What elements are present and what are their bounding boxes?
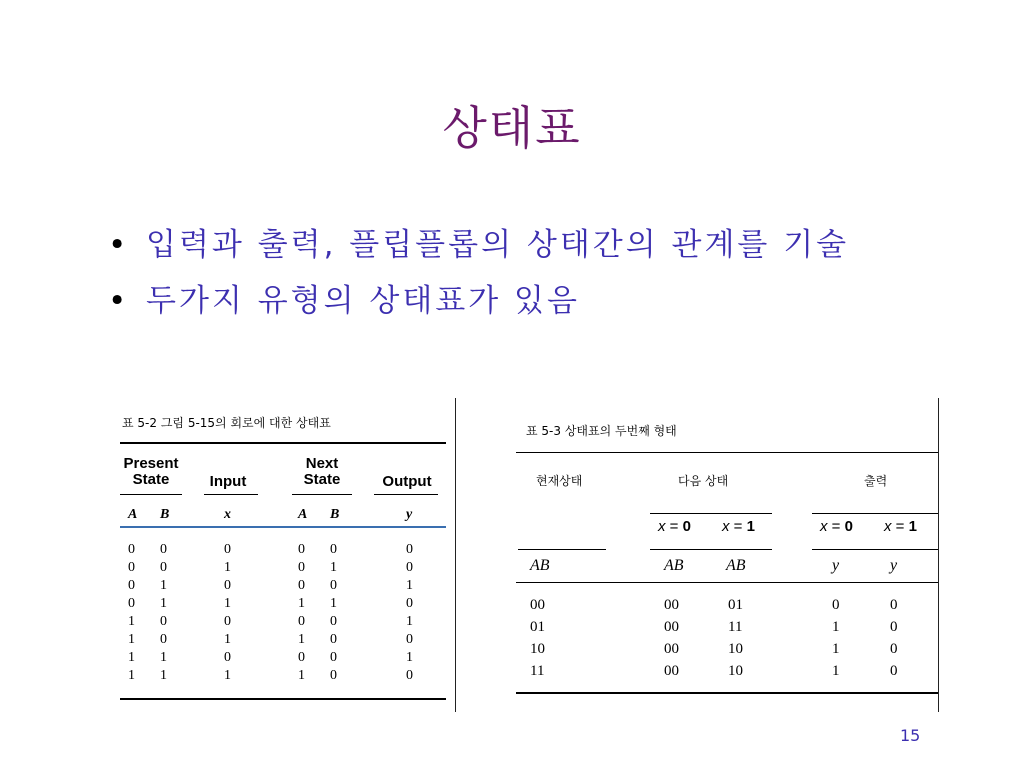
cell-y: 0	[406, 596, 413, 611]
eq-val: 0	[844, 518, 853, 535]
cell-next-0: 00	[664, 619, 679, 635]
cell-a: 1	[128, 668, 135, 683]
cell-next-a: 0	[298, 650, 305, 665]
cell-y: 1	[406, 650, 413, 665]
cell-next-b: 0	[330, 650, 337, 665]
cell-y: 0	[406, 560, 413, 575]
bullet-icon: •	[108, 227, 130, 263]
table-rule	[516, 582, 938, 583]
bullet-item	[108, 278, 948, 324]
header-text: State	[132, 471, 170, 488]
cell-next-1: 11	[728, 619, 743, 635]
page-number: 15	[900, 726, 921, 745]
cell-y-1: 0	[890, 663, 898, 679]
state-table-2	[516, 422, 940, 710]
cell-a: 0	[128, 578, 135, 593]
header-input: Input	[209, 473, 247, 490]
cell-x: 0	[224, 578, 231, 593]
cell-next-0: 00	[664, 641, 679, 657]
cell-next-0: 00	[664, 597, 679, 613]
header-text: Present	[123, 455, 179, 472]
cell-next-a: 0	[298, 560, 305, 575]
cell-a: 1	[128, 632, 135, 647]
eq-sym: =	[665, 518, 683, 535]
cell-b: 0	[160, 560, 167, 575]
table-bottom-rule	[516, 692, 938, 694]
bullet-text: 입력과 출력, 플립플롭의 상태간의 관계를 기술	[146, 227, 850, 263]
cell-next-a: 1	[298, 668, 305, 683]
eq-val: 1	[746, 518, 755, 535]
eq-val: 1	[908, 518, 917, 535]
table-bottom-rule	[120, 698, 446, 700]
cell-b: 0	[160, 632, 167, 647]
header-output: Output	[382, 473, 432, 490]
cell-next-1: 10	[728, 663, 743, 679]
bullet-icon: •	[108, 283, 130, 319]
eq-val: 0	[682, 518, 691, 535]
subheader-y-1: y	[890, 557, 898, 574]
cell-y-1: 0	[890, 619, 898, 635]
subheader-a: A	[128, 507, 138, 522]
eq-sym: =	[729, 518, 747, 535]
cell-y-0: 1	[832, 641, 840, 657]
cell-y-0: 0	[832, 597, 840, 613]
cell-next-b: 0	[330, 632, 337, 647]
cell-a: 0	[128, 560, 135, 575]
blue-rule	[120, 526, 446, 528]
cell-b: 1	[160, 596, 167, 611]
cell-next-b: 1	[330, 596, 337, 611]
cell-next-a: 0	[298, 614, 305, 629]
cell-next-b: 0	[330, 668, 337, 683]
cell-next-b: 0	[330, 614, 337, 629]
slide-title: 상태표	[442, 101, 582, 155]
cell-b: 1	[160, 650, 167, 665]
cell-present: 01	[530, 619, 545, 635]
cell-next-1: 01	[728, 597, 743, 613]
subheader-x: x	[224, 507, 231, 522]
eq-sym: =	[891, 518, 909, 535]
state-table-1	[120, 414, 446, 710]
cell-y-0: 1	[832, 619, 840, 635]
cell-next-1: 10	[728, 641, 743, 657]
subheader-y-0: y	[832, 557, 840, 574]
header-underline	[374, 494, 438, 495]
cell-next-a: 0	[298, 542, 305, 557]
header-present-state: 현재상태	[536, 474, 583, 488]
bullet-item	[108, 222, 948, 268]
subheader-next-a: A	[298, 507, 308, 522]
header-text: Next	[305, 455, 339, 472]
cell-x: 1	[224, 668, 231, 683]
cell-b: 1	[160, 578, 167, 593]
table-rule	[516, 452, 938, 453]
eq-var: x	[722, 518, 730, 535]
cell-next-0: 00	[664, 663, 679, 679]
cell-x: 0	[224, 650, 231, 665]
eq-sym: =	[827, 518, 845, 535]
header-underline	[120, 494, 182, 495]
divider-line	[455, 398, 456, 712]
eq-var: x	[884, 518, 892, 535]
cell-y: 0	[406, 668, 413, 683]
header-text: State	[303, 471, 341, 488]
header-next-state	[292, 456, 352, 488]
cell-a: 0	[128, 542, 135, 557]
cell-next-a: 1	[298, 632, 305, 647]
cell-a: 0	[128, 596, 135, 611]
cell-next-b: 0	[330, 578, 337, 593]
header-present-state	[120, 456, 182, 488]
header-underline	[650, 549, 772, 550]
cell-next-b: 0	[330, 542, 337, 557]
cell-a: 1	[128, 650, 135, 665]
subheader-y: y	[406, 507, 413, 522]
cell-next-b: 1	[330, 560, 337, 575]
cell-present: 11	[530, 663, 545, 679]
header-next-state: 다음 상태	[678, 474, 729, 488]
subheader-b: B	[160, 507, 170, 522]
eq-var: x	[820, 518, 828, 535]
cell-next-a: 1	[298, 596, 305, 611]
cell-y: 1	[406, 578, 413, 593]
cell-x: 0	[224, 614, 231, 629]
header-underline	[812, 513, 938, 514]
cell-y: 1	[406, 614, 413, 629]
header-x-equals-0	[820, 518, 853, 535]
cell-y-0: 1	[832, 663, 840, 679]
subheader-next-ab-0: AB	[664, 557, 684, 574]
subheader-ab: AB	[530, 557, 550, 574]
header-underline	[518, 549, 606, 550]
cell-b: 0	[160, 542, 167, 557]
eq-var: x	[658, 518, 666, 535]
cell-x: 1	[224, 596, 231, 611]
cell-y-1: 0	[890, 641, 898, 657]
cell-y-1: 0	[890, 597, 898, 613]
header-output: 출력	[864, 474, 888, 488]
header-x-equals-0	[658, 518, 691, 535]
cell-present: 00	[530, 597, 545, 613]
cell-present: 10	[530, 641, 545, 657]
header-underline	[292, 494, 352, 495]
cell-b: 0	[160, 614, 167, 629]
header-x-equals-1	[884, 518, 917, 535]
cell-a: 1	[128, 614, 135, 629]
bullet-list	[108, 222, 948, 334]
bullet-text: 두가지 유형의 상태표가 있음	[146, 283, 580, 319]
header-underline	[204, 494, 258, 495]
cell-b: 1	[160, 668, 167, 683]
table-caption: 표 5-3 상태표의 두번째 형태	[526, 424, 677, 438]
header-x-equals-1	[722, 518, 755, 535]
cell-x: 0	[224, 542, 231, 557]
cell-y: 0	[406, 632, 413, 647]
cell-next-a: 0	[298, 578, 305, 593]
header-underline	[650, 513, 772, 514]
header-underline	[812, 549, 938, 550]
subheader-next-b: B	[330, 507, 340, 522]
subheader-next-ab-1: AB	[726, 557, 746, 574]
cell-x: 1	[224, 632, 231, 647]
cell-x: 1	[224, 560, 231, 575]
table-rule	[120, 442, 446, 444]
cell-y: 0	[406, 542, 413, 557]
table-caption: 표 5-2 그림 5-15의 회로에 대한 상태표	[122, 416, 331, 430]
